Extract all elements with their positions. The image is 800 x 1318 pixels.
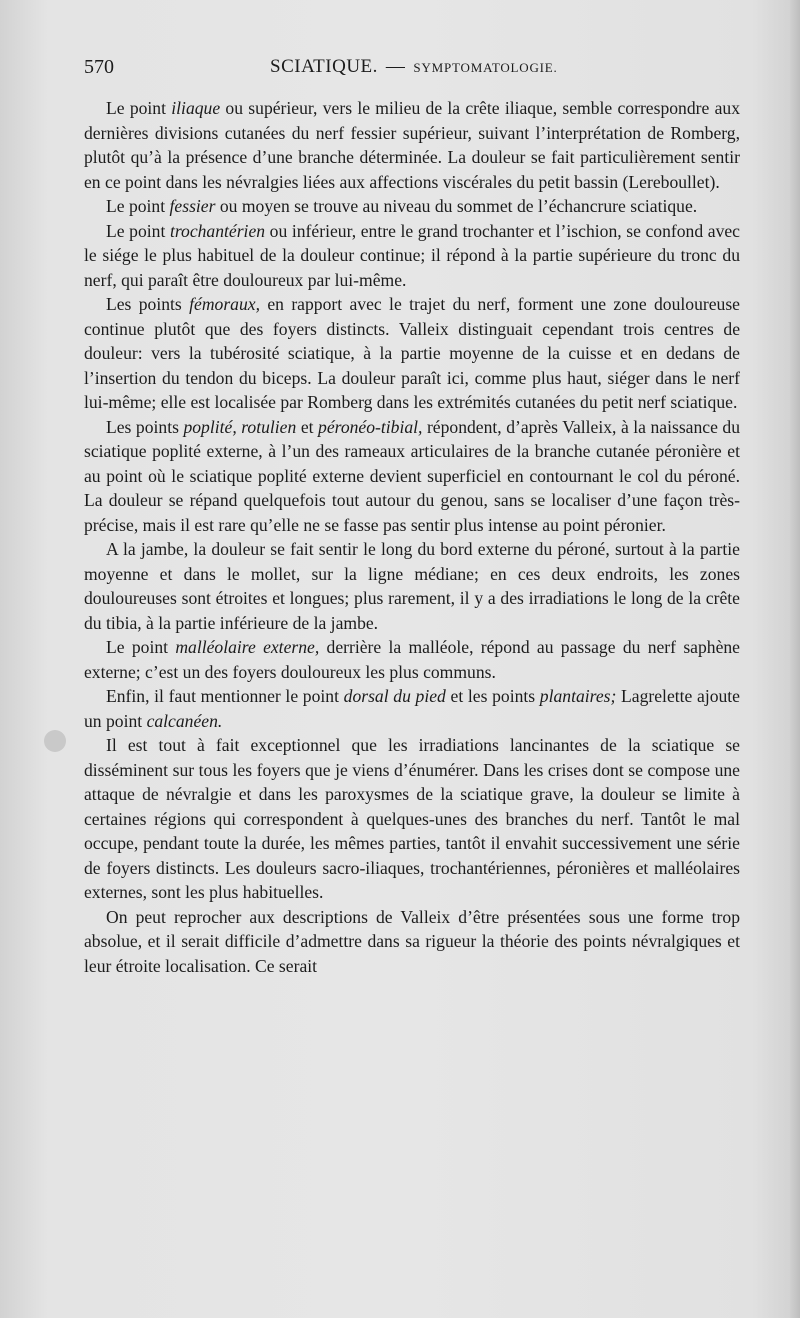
text-run: Le point (106, 637, 176, 657)
text-run: Le point (106, 196, 170, 216)
text-run: On peut reprocher aux descriptions de Valleix d’être présentées sous une forme trop absolue, et il serait difficile d’admettre dans sa rigueur la théorie des points névralgiques et leur étroite localisation. Ce serait (84, 906, 740, 976)
text-run: Enfin, il faut mentionner le point (106, 686, 344, 706)
text-run: Lagrelette ajoute un point (84, 686, 740, 731)
text-run: A la jambe, la douleur se fait sentir le long du bord externe du péroné, surtout à la partie moyenne et dans le mollet, sur la ligne médiane; en ces deux endroits, les zones douloureuses sont étroites et longues; plus rarement, il y a des irradiations le long de la crête du tibia, à la partie inférieure de la jambe. (84, 539, 740, 633)
paragraph (84, 194, 740, 219)
text-run: Les points (106, 294, 190, 314)
title-dash: — (385, 56, 406, 77)
running-title (270, 56, 558, 78)
page-number: 570 (84, 56, 114, 78)
text-run: ou supérieur, vers le milieu de la crête iliaque, semble correspondre aux dernières divisions cutanées du nerf fessier supérieur, suivant l’interprétation de Romberg, plutôt qu’à la présence d’une branche déterminée. La douleur se fait particulièrement sentir en ce point dans les névralgies liées aux affections viscérales du petit bassin (Lereboullet). (84, 98, 740, 192)
body-text (84, 96, 740, 978)
paragraph (84, 537, 740, 635)
paragraph (84, 684, 740, 733)
italic-term: plantaires; (539, 686, 617, 706)
paragraph (84, 733, 740, 905)
running-header (84, 56, 740, 86)
text-run: Le point (106, 220, 170, 241)
text-run: Les points (106, 416, 184, 437)
chapter-title: SCIATIQUE. (270, 56, 378, 77)
text-run: Il est tout à fait exceptionnel que les irradiations lancinantes de la sciatique se disséminent sur tous les foyers que je viens d’énumérer. Dans les crises dont se compose une attaque de névralgie et dans les paroxysmes de la sciatique grave, la douleur se limite à certaines régions qui correspondent à quelques-unes des branches du nerf. Tantôt le mal occupe, pendant toute la durée, les mêmes parties, tantôt il envahit successivement une série de foyers distincts. Les douleurs sacro-iliaques, trochantériennes, péronières et malléolaires externes, sont les plus habituelles. (84, 735, 740, 902)
text-run: ou inférieur, entre le grand trochanter et l’ischion, se confond avec le siége le plus habituel de la douleur continue; il répond à la partie supérieure du tronc du nerf, qui paraît être douloureux par lui-même. (84, 220, 740, 290)
paragraph (84, 292, 740, 415)
text-run: ou moyen se trouve au niveau du sommet de l’échancrure sciatique. (215, 196, 698, 216)
text-run: et les points (445, 686, 540, 706)
paragraph (84, 415, 740, 538)
italic-term: iliaque (171, 98, 221, 118)
italic-term: dorsal du pied (343, 686, 446, 706)
paragraph (84, 905, 740, 979)
text-run: répondent, d’après Valleix, à la naissance du sciatique poplité externe, à l’un des rameaux articulaires de la branche cutanée péronière et au point où le sciatique poplité externe devient superficiel en contournant le col du péroné. La douleur se répand quelquefois tout autour du genou, sans se localiser d’une façon très-précise, mais il est rare qu’elle ne se fasse pas sentir plus intense au point péronier. (84, 416, 740, 535)
paragraph (84, 219, 740, 293)
text-run: Le point (106, 98, 172, 118)
italic-term: fémoraux, (189, 294, 260, 314)
text-run: en rapport avec le trajet du nerf, forment une zone douloureuse continue plutôt que des foyers distincts. Valleix distinguait cependant trois centres de douleur: vers la tubérosité sciatique, à la partie moyenne de la cuisse et en dedans de l’insertion du tendon du biceps. La douleur paraît ici, comme plus haut, siéger dans le nerf lui-même; elle est localisée par Romberg dans les extrémités cutanées du petit nerf sciatique. (84, 294, 740, 412)
italic-term: trochantérien (169, 220, 266, 241)
text-run: et (296, 416, 319, 437)
page-edge-shadow (790, 0, 800, 1318)
paragraph (84, 96, 740, 194)
text-run: derrière la malléole, répond au passage du nerf saphène externe; c’est un des foyers douloureux les plus communs. (84, 637, 740, 682)
italic-term: malléolaire externe, (175, 637, 320, 657)
italic-term: fessier (169, 196, 216, 216)
paper-stain (44, 730, 66, 752)
italic-term: poplité, rotulien (183, 416, 297, 437)
section-subtitle: SYMPTOMATOLOGIE. (413, 60, 558, 75)
italic-term: calcanéen. (146, 710, 223, 731)
italic-term: péronéo-tibial, (318, 416, 423, 437)
paragraph (84, 635, 740, 684)
